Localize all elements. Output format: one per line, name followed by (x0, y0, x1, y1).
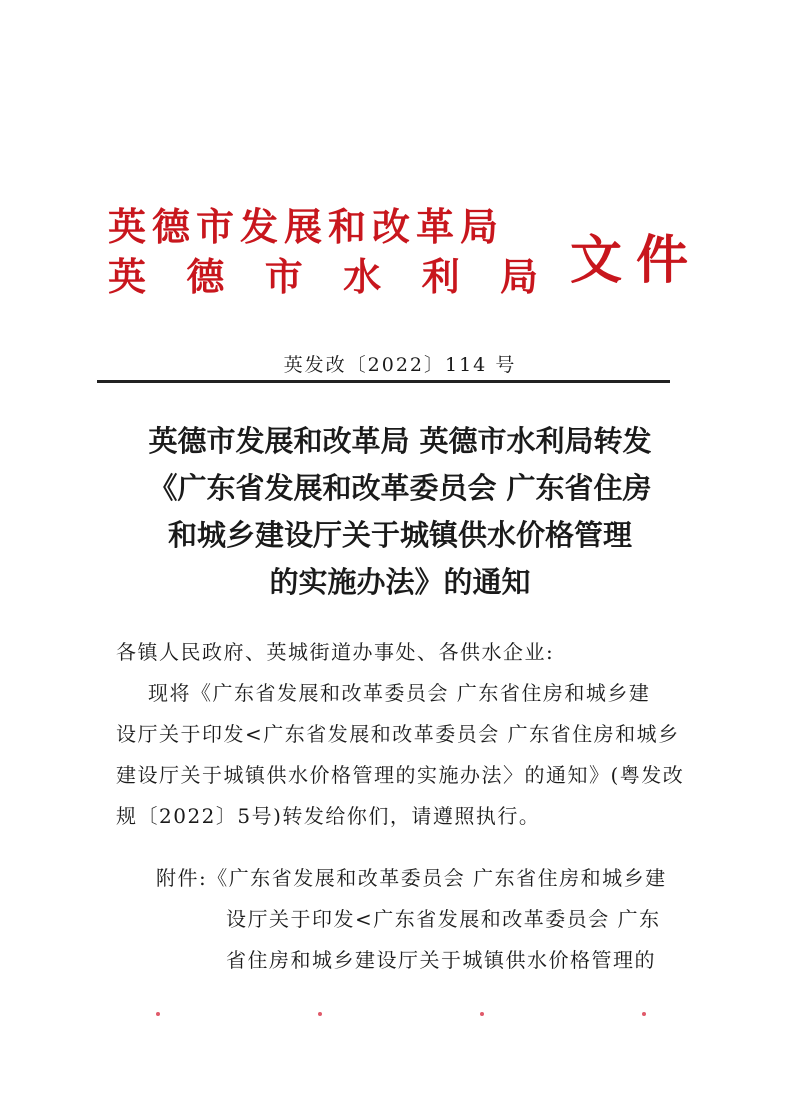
title-line: 的实施办法》的通知 (269, 565, 531, 599)
issuing-authorities (108, 202, 538, 302)
seal-mark-dot (480, 1012, 484, 1016)
header-divider (97, 380, 670, 383)
body-line: 设厅关于印发<广东省发展和改革委员会 广东省住房和城乡 (116, 722, 680, 746)
issuer-2-char: 英 (108, 255, 147, 299)
title-line: 英德市发展和改革局 英德市水利局转发 (148, 424, 652, 458)
attachment-section (156, 858, 716, 981)
recipients: 各镇人民政府、英城街道办事处、各供水企业: (116, 640, 555, 664)
attachment-line: 省住房和城乡建设厅关于城镇供水价格管理的 (226, 948, 656, 972)
title-line: 和城乡建设厅关于城镇供水价格管理 (167, 518, 632, 552)
attachment-line: 《广东省发展和改革委员会 广东省住房和城乡建 (207, 866, 667, 890)
body-line: 建设厅关于城镇供水价格管理的实施办法〉的通知》(粤发改 (116, 763, 685, 787)
body-line: 现将《广东省发展和改革委员会 广东省住房和城乡建 (148, 681, 651, 705)
attachment-line: 设厅关于印发<广东省发展和改革委员会 广东 (226, 907, 661, 931)
document-title (60, 418, 740, 606)
document-number: 英发改〔2022〕114 号 (283, 354, 517, 376)
attachment-first-line (156, 858, 716, 899)
seal-mark-dot (318, 1012, 322, 1016)
attachment-label: 附件: (156, 866, 208, 890)
seal-mark-dot (156, 1012, 160, 1016)
issuer-1-label: 英德市发展和改革局 (108, 205, 505, 249)
issuer-2-char: 德 (186, 255, 225, 299)
document-body (116, 632, 706, 837)
seal-mark-dot (642, 1012, 646, 1016)
body-line: 规〔2022〕5号)转发给你们，请遵照执行。 (116, 804, 541, 828)
issuer-2-char: 局 (499, 255, 538, 299)
issuer-2-char: 利 (421, 255, 460, 299)
issuer-2-char: 市 (264, 255, 303, 299)
document-word: 文件 (570, 231, 703, 291)
title-line: 《广东省发展和改革委员会 广东省住房 (148, 471, 652, 505)
issuer-water-bureau (108, 252, 538, 302)
issuer-2-char: 水 (343, 255, 382, 299)
issuer-development-reform-bureau (108, 202, 538, 252)
